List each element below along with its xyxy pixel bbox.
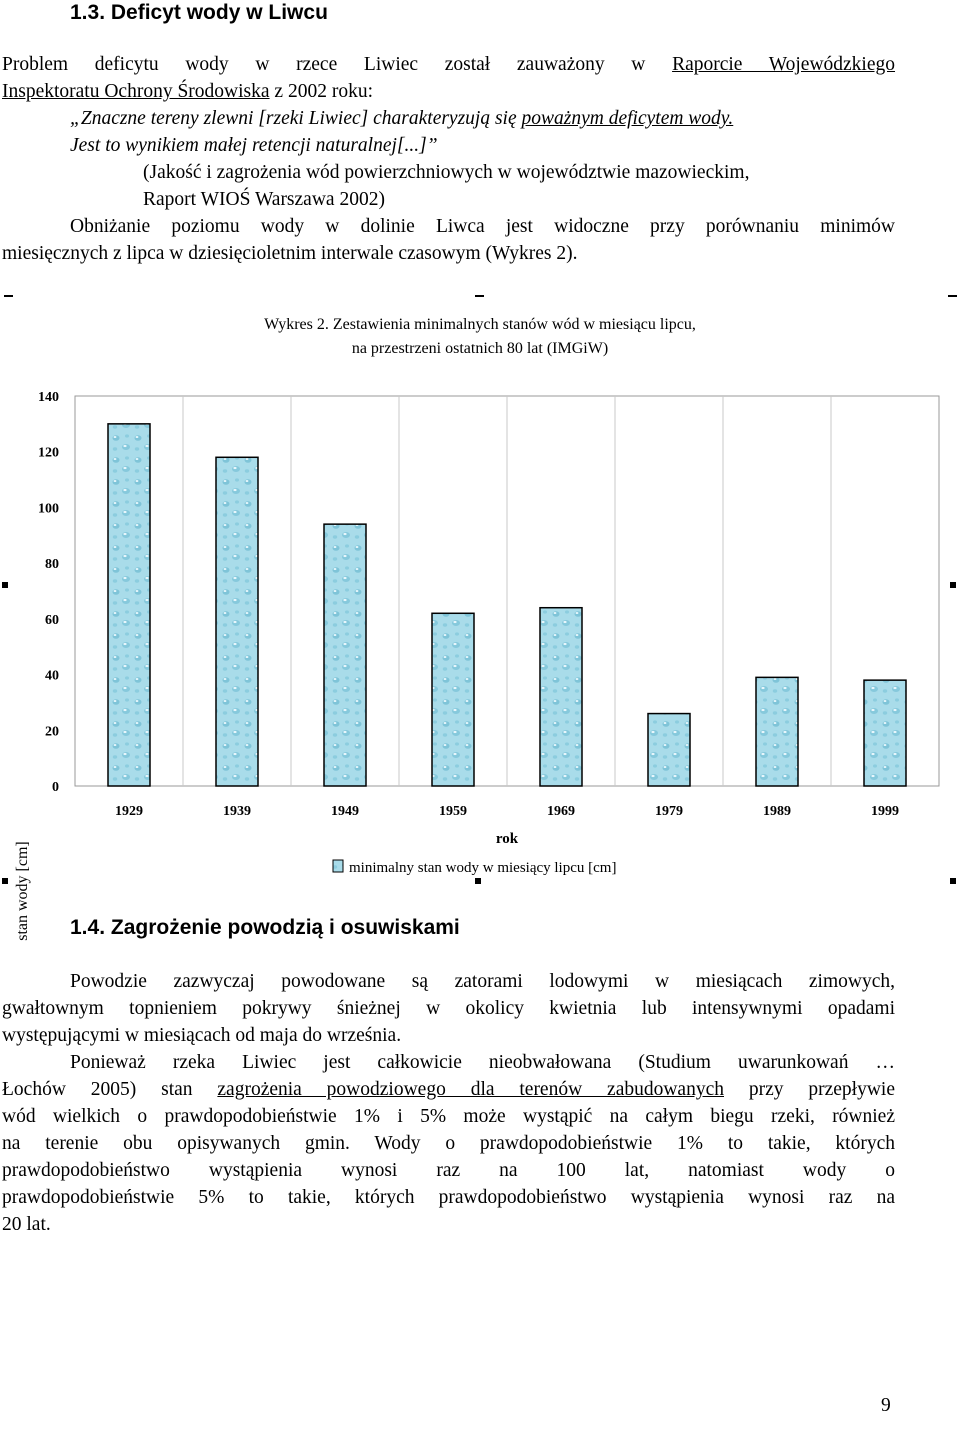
plot-area [38, 390, 939, 819]
bar-1959[interactable] [432, 613, 474, 786]
bar-1939[interactable] [216, 457, 258, 786]
legend-label: minimalny stan wody w miesiący lipcu [cm] [349, 860, 617, 876]
chart-legend [333, 860, 616, 876]
quote-line-2: Jest to wynikiem małej retencji naturalnej[...]” [70, 135, 438, 156]
x-tick-label: 1969 [547, 804, 575, 819]
y-tick-label: 60 [45, 612, 59, 628]
paragraph-line-2: miesięcznych z lipca w dziesięcioletnim interwale czasowym (Wykres 2). [2, 243, 578, 264]
x-tick-label: 1959 [439, 804, 467, 819]
p2-line-6: prawdopodobieństwie 5% to takie, których prawdopodobieństwo wystąpienia wynosi raz na [2, 1187, 895, 1208]
bar-1989[interactable] [756, 677, 798, 786]
paragraph-line-1: Obniżanie poziomu wody w dolinie Liwca jest widoczne przy porównaniu minimów [70, 216, 895, 237]
quote-text: „Znaczne tereny zlewni [rzeki Liwiec] charakteryzują się [70, 108, 517, 129]
x-tick-label: 1979 [655, 804, 683, 819]
section-heading-1-4: 1.4. Zagrożenie powodzią i osuwiskami [70, 916, 460, 939]
source-line-2: Raport WIOŚ Warszawa 2002) [143, 189, 385, 210]
bar-1929[interactable] [108, 424, 150, 786]
x-tick-label: 1949 [331, 804, 359, 819]
bar-1949[interactable] [324, 524, 366, 786]
report-link-1[interactable]: Raporcie Wojewódzkiego [672, 54, 896, 75]
y-tick-label: 100 [38, 501, 59, 517]
p2-line-3: wód wielkich o prawdopodobieństwie 1% i 5% może wystąpić na całym biegu rzeki, również [2, 1106, 895, 1127]
y-tick-label: 40 [45, 668, 59, 684]
p1-line-2: gwałtownym topnieniem pokrywy śnieżnej w okolicy kwietnia lub intensywnymi opadami [2, 998, 895, 1019]
p2-line-5: prawdopodobieństwo wystąpienia wynosi raz na 100 lat, natomiast wody o [2, 1160, 895, 1181]
p2-line-7: 20 lat. [2, 1214, 51, 1235]
p1-line-3: występującymi w miesiącach od maja do września. [2, 1025, 402, 1046]
intro-text-end: z 2002 roku: [274, 81, 373, 102]
legend-swatch [333, 860, 343, 872]
flood-risk-link[interactable]: zagrożenia powodziowego dla terenów zabudowanych [217, 1079, 724, 1100]
x-axis-label: rok [495, 831, 519, 847]
report-link-2[interactable]: Inspektoratu Ochrony Środowiska [2, 81, 270, 102]
intro-line-1 [2, 51, 895, 78]
y-axis-label: stan wody [cm] [14, 841, 31, 941]
p2-line-2 [2, 1076, 895, 1103]
selection-handle[interactable] [4, 295, 13, 297]
quote-underlined: poważnym deficytem wody. [521, 108, 734, 129]
x-tick-label: 1939 [223, 804, 251, 819]
intro-line-2 [2, 78, 373, 105]
y-tick-label: 0 [52, 780, 59, 795]
x-tick-label: 1999 [871, 804, 899, 819]
x-tick-label: 1929 [115, 804, 143, 819]
intro-text-start: Problem deficytu wody w rzece Liwiec został zauważony w [2, 54, 646, 75]
bar-1979[interactable] [648, 714, 690, 786]
selection-handle[interactable] [948, 295, 957, 297]
source-line-1: (Jakość i zagrożenia wód powierzchniowych w województwie mazowieckim, [143, 162, 750, 183]
chart-title-line-1: Wykres 2. Zestawienia minimalnych stanów wód w miesiącu lipcu, [264, 316, 696, 333]
p2-text: Łochów 2005) stan [2, 1079, 193, 1100]
y-tick-label: 140 [38, 390, 59, 405]
y-tick-label: 120 [38, 445, 59, 461]
page-number: 9 [881, 1395, 891, 1416]
chart-title-line-2: na przestrzeni ostatnich 80 lat (IMGiW) [351, 340, 609, 357]
y-tick-label: 20 [45, 724, 59, 740]
p2-line-4: na terenie obu opisywanych gmin. Wody o prawdopodobieństwie 1% to takie, których [2, 1133, 895, 1154]
p2-text: przy przepływie [748, 1079, 895, 1100]
p2-line-1: Ponieważ rzeka Liwiec jest całkowicie nieobwałowana (Studium uwarunkowań … [70, 1052, 895, 1073]
y-tick-label: 80 [45, 557, 59, 573]
quote-line-1 [70, 105, 733, 132]
bar-1969[interactable] [540, 608, 582, 786]
section-heading-1-3: 1.3. Deficyt wody w Liwcu [70, 1, 328, 24]
x-tick-label: 1989 [763, 804, 791, 819]
bar-1999[interactable] [864, 680, 906, 786]
p1-line-1: Powodzie zazwyczaj powodowane są zatorami lodowymi w miesiącach zimowych, [70, 971, 895, 992]
selection-handle[interactable] [475, 295, 484, 297]
